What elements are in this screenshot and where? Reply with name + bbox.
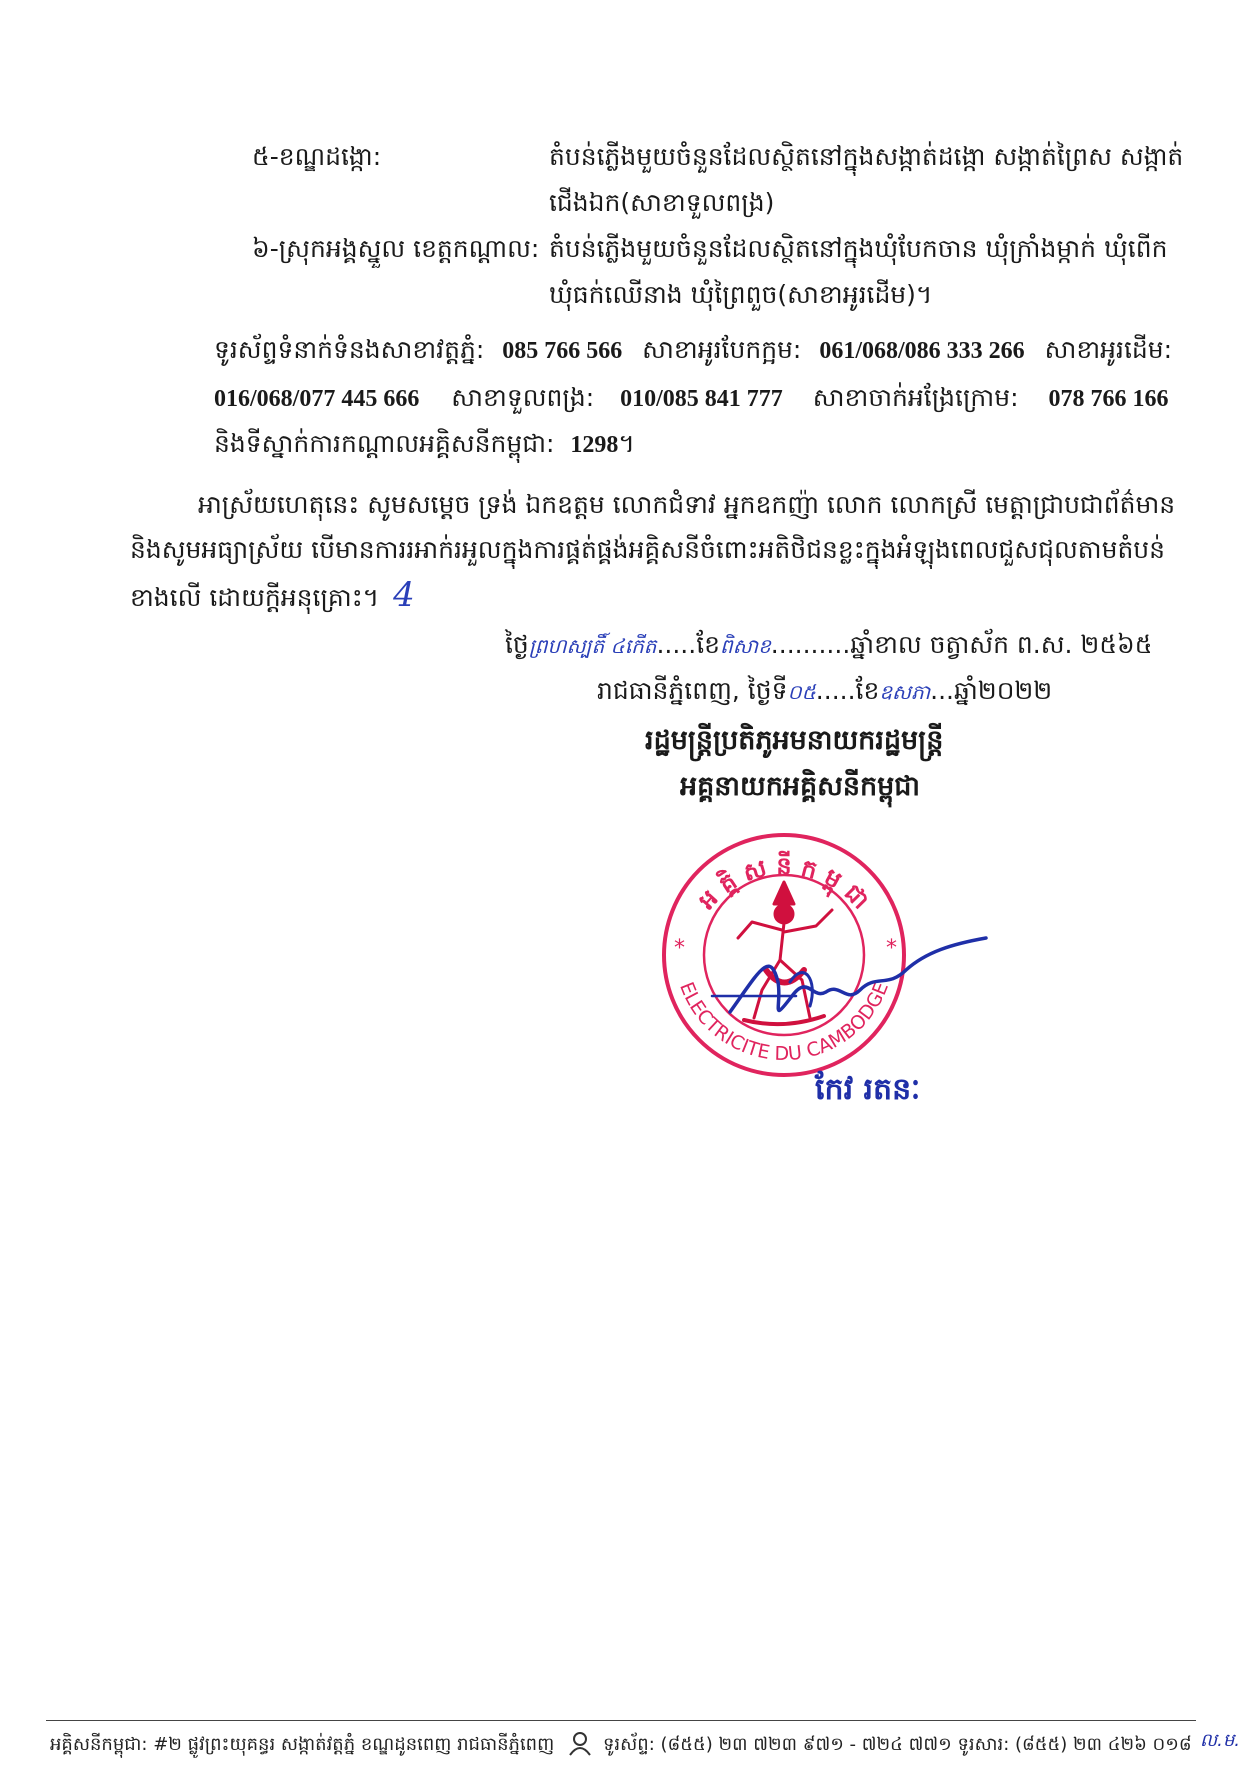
edc-logo-icon bbox=[565, 1729, 595, 1759]
footer-contact: ទូរស័ព្ទ: (៨៥៥) ២៣ ៧២៣ ៩៧១ - ៧២៤ ៧៧១ ទូរសារ: (៨៥៥) ២៣ ៤២៦ ០១៨ bbox=[603, 1734, 1192, 1755]
item-5-label: ៥-ខណ្ឌដង្កោ: bbox=[252, 142, 382, 171]
footer-address: អគ្គិសនីកម្ពុជា: #២ ផ្លូវព្រះយុគន្ធរ សង្កាត់វត្តភ្នំ ខណ្ឌដូនពេញ រាជធានីភ្នំពេញ bbox=[50, 1734, 555, 1755]
contact-center-number: 1298 bbox=[570, 432, 619, 458]
contact-center-end: ។ bbox=[618, 429, 635, 458]
signatory-name: កែវ រតនៈ bbox=[815, 1072, 921, 1107]
lunar-date-prefix: ថ្ងៃ bbox=[505, 630, 529, 659]
item-6-label: ៦-ស្រុកអង្គស្នួល ខេត្តកណ្ដាល: bbox=[252, 234, 540, 263]
contact-ou-baek-kaam-number: 061/068/086 333 266 bbox=[819, 338, 1025, 364]
solar-date-month: ឧសភា bbox=[879, 680, 931, 704]
solar-date-sep: .....ខែ bbox=[815, 676, 880, 705]
solar-date-suffix: ...ឆ្នាំ២០២២ bbox=[930, 676, 1053, 705]
contact-ou-daem-number: 016/068/077 445 666 bbox=[214, 386, 420, 412]
lunar-date-month: ពិសាខ bbox=[720, 634, 771, 658]
contact-tuol-pong-ro-number: 010/085 841 777 bbox=[620, 386, 783, 412]
closing-handmark: 4 bbox=[393, 575, 415, 615]
svg-text:*: * bbox=[886, 936, 897, 961]
contact-line-1 bbox=[214, 333, 1172, 368]
contact-phnom-penh-label: ទូរស័ព្ទទំនាក់ទំនងសាខាវត្តភ្នំ: bbox=[214, 335, 485, 364]
contact-phnom-penh-number: 085 766 566 bbox=[502, 338, 623, 364]
lunar-date-line bbox=[505, 628, 1152, 663]
signatory-title-1: រដ្ឋមន្ត្រីប្រតិភូអមនាយករដ្ឋមន្ត្រី bbox=[645, 725, 944, 756]
contact-center-label: និងទីស្នាក់ការកណ្ដាលអគ្គិសនីកម្ពុជា: bbox=[214, 429, 555, 458]
lunar-date-suffix: ..........ឆ្នាំខាល ចត្វាស័ក ព.ស. ២៥៦៥ bbox=[770, 630, 1153, 659]
contact-takhmao-label: សាខាចាក់អង្រែក្រោម: bbox=[812, 383, 1019, 412]
footer-divider bbox=[46, 1720, 1196, 1721]
svg-text:*: * bbox=[674, 936, 685, 961]
contact-ou-baek-kaam-label: សាខាអូរបែកក្អម: bbox=[642, 335, 802, 364]
item-6-line-1: តំបន់ភ្លើងមួយចំនួនដែលស្ថិតនៅក្នុងឃុំបែកចាន ឃុំក្រាំងម្កាក់ ឃុំពើក bbox=[549, 234, 1168, 263]
solar-date-line bbox=[597, 674, 1052, 709]
contact-takhmao-number: 078 766 166 bbox=[1048, 386, 1169, 412]
handwritten-signature bbox=[700, 930, 1000, 1050]
solar-date-prefix: រាជធានីភ្នំពេញ, ថ្ងៃទី bbox=[597, 676, 788, 705]
footer-initials: ល.ម. bbox=[1200, 1730, 1241, 1751]
closing-line-3 bbox=[130, 575, 415, 615]
seal-bottom-text: ELECTRICITE DU CAMBODGE bbox=[675, 979, 893, 1066]
lunar-date-day: ព្រហស្បតិ៍ ៤កើត bbox=[528, 634, 657, 658]
closing-line-1: អាស្រ័យហេតុនេះ សូមសម្ដេច ទ្រង់ ឯកឧត្ដម លោកជំទាវ អ្នកឧកញ៉ា លោក លោកស្រី មេត្តាជ្រាបជាព័ត៌មាន bbox=[198, 490, 1176, 519]
item-6-line-2: ឃុំធក់ឈើនាង ឃុំព្រៃពួច(សាខាអូរដើម)។ bbox=[549, 280, 933, 309]
item-5-line-2: ជើងឯក(សាខាទួលពង្រ) bbox=[549, 188, 775, 217]
contact-ou-daem-label: សាខាអូរដើម: bbox=[1044, 335, 1173, 364]
contact-line-3 bbox=[214, 427, 635, 462]
solar-date-day: ០៥ bbox=[787, 680, 816, 704]
lunar-date-sep: .....ខែ bbox=[656, 630, 721, 659]
seal-top-text: អ គ្គិ ស នី ក ម្ពុ ជា bbox=[692, 852, 875, 915]
contact-tuol-pong-ro-label: សាខាទួលពង្រ: bbox=[451, 383, 595, 412]
closing-line-2: និងសូមអធ្យាស្រ័យ បើមានការរអាក់រអួលក្នុងការផ្គត់ផ្គង់អគ្គិសនីចំពោះអតិថិជនខ្លះក្នុងអំឡុងពេលជួសជុលតាមតំបន់ bbox=[130, 535, 1166, 564]
signatory-title-2: អគ្គនាយកអគ្គិសនីកម្ពុជា bbox=[680, 771, 920, 802]
item-5-line-1: តំបន់ភ្លើងមួយចំនួនដែលស្ថិតនៅក្នុងសង្កាត់ដង្កោ សង្កាត់ព្រៃស សង្កាត់ bbox=[549, 142, 1184, 171]
contact-line-2 bbox=[214, 381, 1168, 416]
closing-line-3-text: ខាងលើ ដោយក្ដីអនុគ្រោះ។ bbox=[130, 583, 380, 612]
